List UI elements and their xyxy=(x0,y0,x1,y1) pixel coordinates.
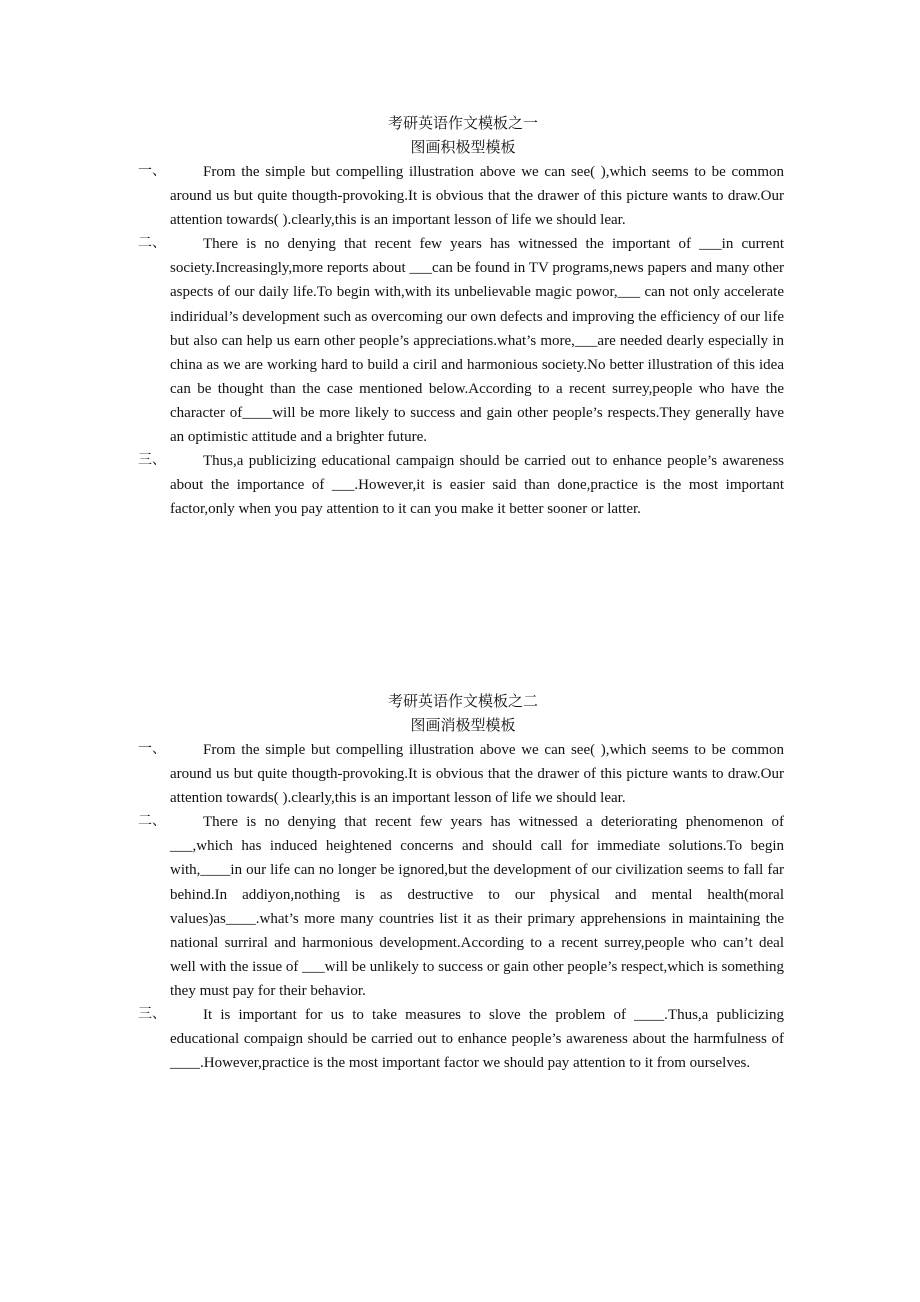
paragraph-marker: 三、 xyxy=(138,1007,166,1023)
paragraph-marker: 二、 xyxy=(138,814,166,830)
section-subtitle: 图画消极型模板 xyxy=(410,718,516,734)
paragraph-3 xyxy=(138,449,784,521)
paragraph-marker: 一、 xyxy=(138,164,166,179)
paragraph-2 xyxy=(138,810,784,1003)
paragraph-text: From the simple but compelling illustration above we can see( ),which seems to be common around us but quite thougth-provoking.It is obvious that the drawer of this picture wants to draw.Our attention towards( ).clearly,this is an important lesson of life we should lear. xyxy=(170,164,784,229)
paragraph-marker: 三、 xyxy=(138,453,166,469)
paragraph-marker: 二、 xyxy=(138,236,166,252)
template-section-2 xyxy=(138,690,784,1075)
section-subtitle: 图画积极型模板 xyxy=(410,140,516,156)
paragraph-1 xyxy=(138,160,784,232)
paragraph-text: From the simple but compelling illustration above we can see( ),which seems to be common around us but quite thougth-provoking.It is obvious that the drawer of this picture wants to draw.Our attention towards( ).clearly,this is an important lesson of life we should lear. xyxy=(170,742,784,807)
paragraph-marker: 一、 xyxy=(138,742,166,757)
paragraph-text: There is no denying that recent few years has witnessed a deteriorating phenomenon of ___,which has induced heightened concerns and should call for immediate solutions.To begin with,____in our life can no longer be ignored,but the development of our civilization seems to fall far behind.In addiyon,nothing is as destructive to our physical and mental health(moral values)as____.what’s more many countries list it as their primary apprehensions in maintaining the national surriral and harmonious development.According to a recent surrey,people who can’t deal well with the issue of ___will be unlikely to success or gain other people’s respect,which is something they must pay for their behavior. xyxy=(170,814,784,999)
paragraph-text: It is important for us to take measures to slove the problem of ____.Thus,a publicizing educational compaign should be carried out to enhance people’s awareness about the harmfulness of ____.However,practice is the most important factor we should pay attention to it from ourselves. xyxy=(170,1007,784,1072)
paragraph-1 xyxy=(138,738,784,810)
paragraph-2 xyxy=(138,232,784,449)
paragraph-text: Thus,a publicizing educational campaign should be carried out to enhance people’s awareness about the importance of ___.However,it is easier said than done,practice is the most important factor,only when you pay attention to it can you make it better sooner or latter. xyxy=(170,453,784,518)
template-section-1 xyxy=(138,112,784,521)
section-title: 考研英语作文模板之二 xyxy=(387,694,538,710)
section-title: 考研英语作文模板之一 xyxy=(387,116,538,132)
paragraph-3 xyxy=(138,1003,784,1075)
paragraph-text: There is no denying that recent few years has witnessed the important of ___in current society.Increasingly,more reports about ___can be found in TV programs,news papers and many other aspects of our daily life.To begin with,with its unbelievable magic powor,___ can not only accelerate indiridual’s development such as overcoming our own defects and improving the efficiency of our life but also can help us earn other people’s appreciations.what’s more,___are needed dearly especially in china as we are working hard to build a ciril and harmonious society.No better illustration of this idea can be thought than the case mentioned below.According to a recent surrey,people who have the character of____will be more likely to success and gain other people’s respects.They generally have an optimistic attitude and a brighter future. xyxy=(170,236,784,446)
